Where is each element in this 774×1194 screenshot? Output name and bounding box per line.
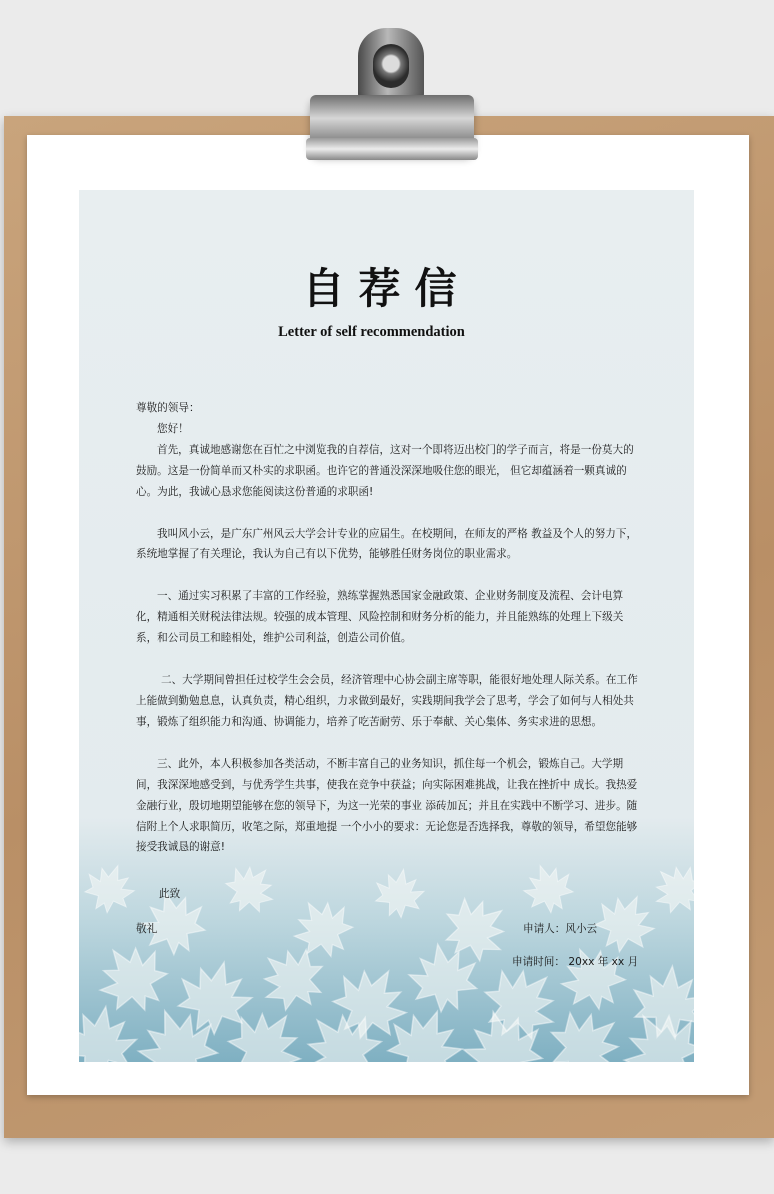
- paragraph-advantage-3: 三、此外，本人积极参加各类活动，不断丰富自己的业务知识，抓住每一个机会，锻炼自己。大学期间，我深深地感受到，与优秀学生共事，使我在竞争中获益；向实际困难挑战，让我在挫折中 成长。我热爱金融行业，殷切地期望能够在您的领导下，为这一光荣的事业 添砖加瓦；并且在实践中不断学习、进步。随信附上个人求职简历，收笔之际，郑重地提 一个小小的要求：无论您是否选择我，尊敬的领导，希望您能够接受我诚恳的谢意!: [136, 757, 638, 854]
- greeting: 您好！: [157, 422, 189, 435]
- letter-body: [136, 398, 641, 858]
- title-chinese: 自荐信: [302, 264, 471, 313]
- salutation: 尊敬的领导：: [136, 402, 200, 414]
- title-english: Letter of self recommendation: [278, 324, 465, 340]
- letter-page: [79, 190, 694, 1062]
- closing-cizhi: 此致: [159, 888, 181, 900]
- paragraph-advantage-2: 二、大学期间曾担任过校学生会会员，经济管理中心协会副主席等职，能很好地处理人际关系。在工作上能做到勤勉息息，认真负责，精心组织，力求做到最好，实践期间我学会了思考，学会了如何与人相处共事，锻炼了组织能力和沟通、协调能力，培养了吃苦耐劳、乐于奉献、关心集体、务实求进的思想。: [136, 674, 638, 728]
- paragraph-advantage-1: 一、通过实习积累了丰富的工作经验，熟练掌握熟悉国家金融政策、企业财务制度及流程、会计电算化，精通相关财税法律法规。较强的成本管理、风险控制和财务分析的能力，并且能熟练的处理上下级关系，和公司员工和睦相处，维护公司利益，创造公司价值。: [136, 590, 624, 645]
- paragraph-background: 我叫风小云，是广东广州风云大学会计专业的应届生。在校期间，在师友的严格 教益及个人的努力下，系统地掌握了有关理论，我认为自己有以下优势，能够胜任财务岗位的职业需求。: [136, 527, 638, 561]
- paragraph-intro: 首先，真诚地感谢您在百忙之中浏览我的自荐信，这对一个即将迈出校门的学子而言，将是一份莫大的鼓励。这是一份简单而又朴实的求职函。也许它的普通没深深地吸住您的眼光， 但它却蕴涵着一颗真诚的心。为此，我诚心恳求您能阅读这份普通的求职函!: [136, 443, 634, 498]
- closing-jingli: 敬礼: [136, 923, 158, 935]
- applicant-name: 申请人：风小云: [523, 923, 598, 935]
- application-date: 申请时间： 20xx 年 xx 月: [512, 956, 639, 968]
